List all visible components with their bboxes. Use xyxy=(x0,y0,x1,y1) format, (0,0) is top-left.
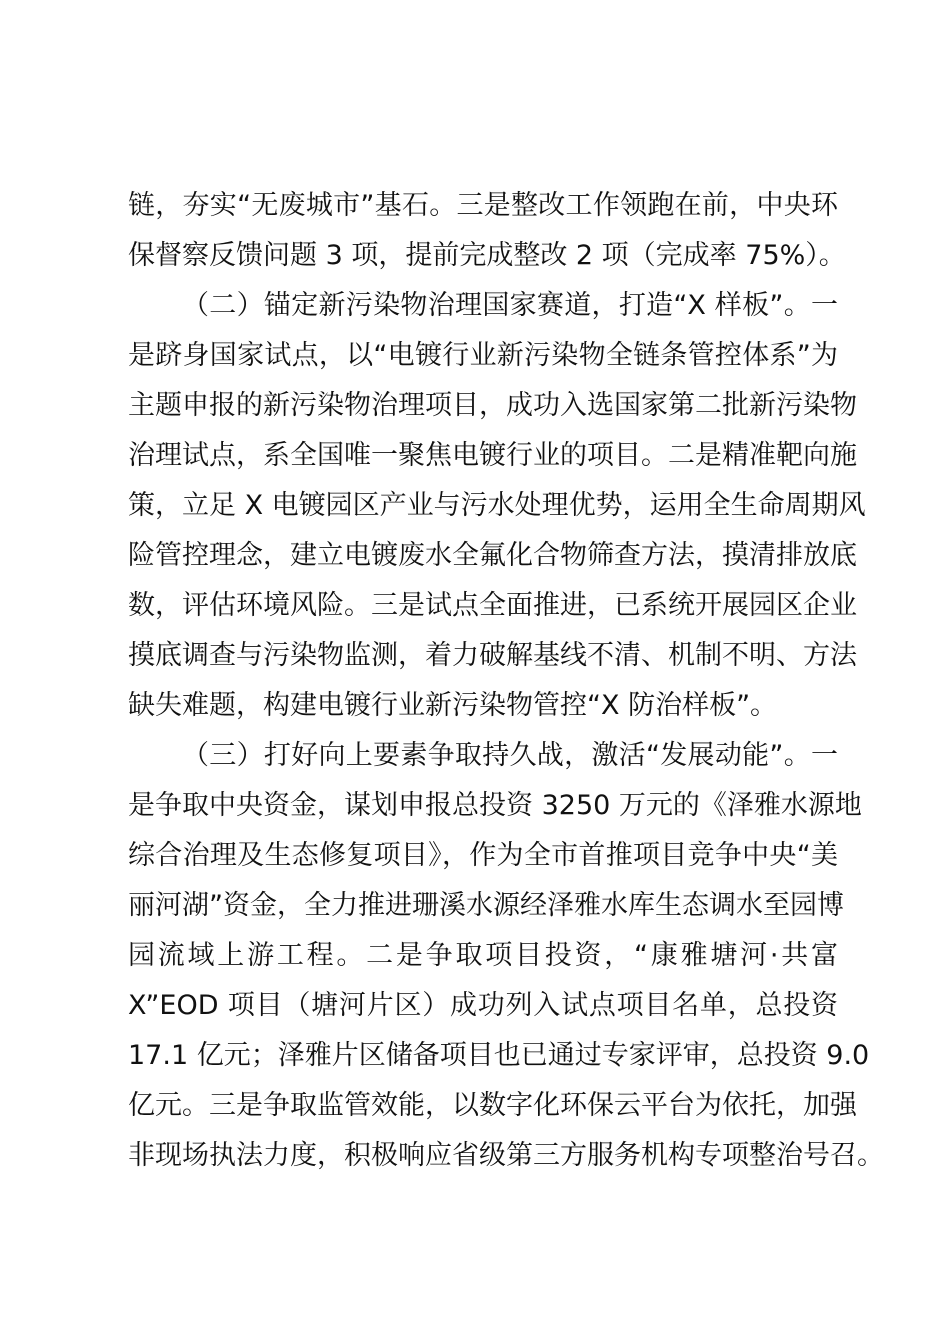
body-text-line: 17.1 亿元；泽雅片区储备项目也已通过专家评审，总投资 9.0 xyxy=(128,1040,870,1071)
body-text-line: 是跻身国家试点，以“电镀行业新污染物全链条管控体系”为 xyxy=(128,340,838,371)
body-text-line: 治理试点，系全国唯一聚焦电镀行业的项目。二是精准靶向施 xyxy=(128,440,857,471)
body-text-line: 是争取中央资金，谋划申报总投资 3250 万元的《泽雅水源地 xyxy=(128,790,862,821)
body-text-line: 非现场执法力度，积极响应省级第三方服务机构专项整治号召。 xyxy=(128,1140,884,1171)
body-text-line: 主题申报的新污染物治理项目，成功入选国家第二批新污染物 xyxy=(128,390,857,421)
body-text-line: 园流域上游工程。二是争取项目投资，“康雅塘河·共富 xyxy=(128,940,838,971)
body-text-line: 链，夯实“无废城市”基石。三是整改工作领跑在前，中央环 xyxy=(128,190,838,221)
body-text-line: 数，评估环境风险。三是试点全面推进，已系统开展园区企业 xyxy=(128,590,857,621)
body-text-line: X”EOD 项目（塘河片区）成功列入试点项目名单，总投资 xyxy=(128,990,838,1021)
body-text-line: 丽河湖”资金，全力推进珊溪水源经泽雅水库生态调水至园博 xyxy=(128,890,844,921)
body-text-line: 综合治理及生态修复项目》，作为全市首推项目竞争中央“美 xyxy=(128,840,838,871)
body-text-line: 缺失难题，构建电镀行业新污染物管控“X 防治样板”。 xyxy=(128,690,778,721)
body-text-line: 策，立足 X 电镀园区产业与污水处理优势，运用全生命周期风 xyxy=(128,490,866,521)
body-text-line: 亿元。三是争取监管效能，以数字化环保云平台为依托，加强 xyxy=(128,1090,857,1121)
section-heading-line: （三）打好向上要素争取持久战，激活“发展动能”。一 xyxy=(182,740,838,771)
body-text-line: 保督察反馈问题 3 项，提前完成整改 2 项（完成率 75%）。 xyxy=(128,240,846,271)
body-text-line: 险管控理念，建立电镀废水全氟化合物筛查方法，摸清排放底 xyxy=(128,540,857,571)
body-text-line: 摸底调查与污染物监测，着力破解基线不清、机制不明、方法 xyxy=(128,640,857,671)
section-heading-line: （二）锚定新污染物治理国家赛道，打造“X 样板”。一 xyxy=(182,290,838,321)
